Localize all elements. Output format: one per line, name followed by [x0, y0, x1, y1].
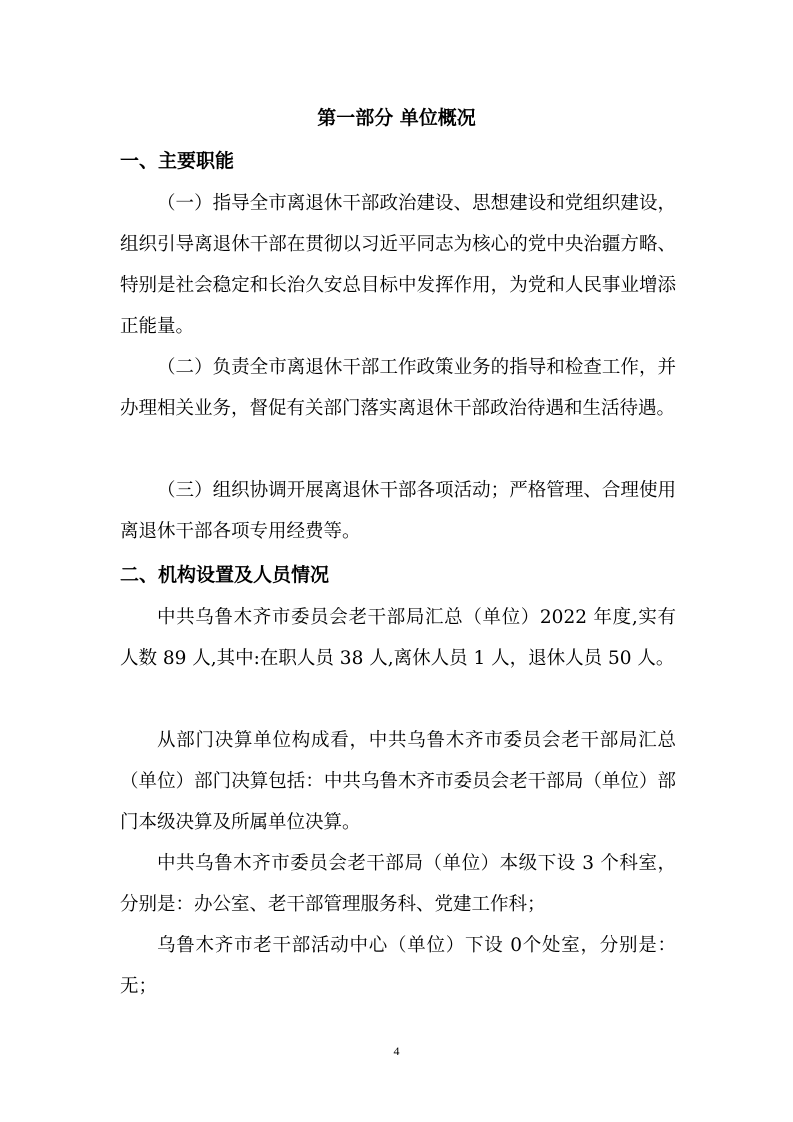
paragraph-staffing: 中共乌鲁木齐市委员会老干部局汇总（单位）2022 年度,实有人数 89 人,其中:在职人员 38 人,离休人员 1 人，退休人员 50 人。	[120, 607, 676, 669]
page-title: 第一部分 单位概况	[317, 107, 476, 129]
paragraph-function-3: （三）组织协调开展离退休干部各项活动；严格管理、合理使用离退休干部各项专用经费等。	[120, 480, 676, 542]
page-number: 4	[393, 1044, 400, 1058]
paragraph-departments: 中共乌鲁木齐市委员会老干部局（单位）本级下设 3 个科室，分别是：办公室、老干部管理服务科、党建工作科；	[120, 853, 676, 915]
section-heading-organization: 二、机构设置及人员情况	[120, 564, 330, 586]
paragraph-budget-units: 从部门决算单位构成看，中共乌鲁木齐市委员会老干部局汇总（单位）部门决算包括：中共乌鲁木齐市委员会老干部局（单位）部门本级决算及所属单位决算。	[120, 730, 676, 833]
paragraph-function-2: （二）负责全市离退休干部工作政策业务的指导和检查工作，并办理相关业务，督促有关部门落实离退休干部政治待遇和生活待遇。	[120, 357, 676, 419]
paragraph-function-1: （一）指导全市离退休干部政治建设、思想建设和党组织建设，组织引导离退休干部在贯彻以习近平同志为核心的党中央治疆方略、特别是社会稳定和长治久安总目标中发挥作用，为党和人民事业增添正能量。	[120, 193, 676, 337]
paragraph-activity-center: 乌鲁木齐市老干部活动中心（单位）下设 0个处室，分别是：无；	[120, 935, 676, 997]
section-heading-main-functions: 一、主要职能	[120, 150, 235, 172]
